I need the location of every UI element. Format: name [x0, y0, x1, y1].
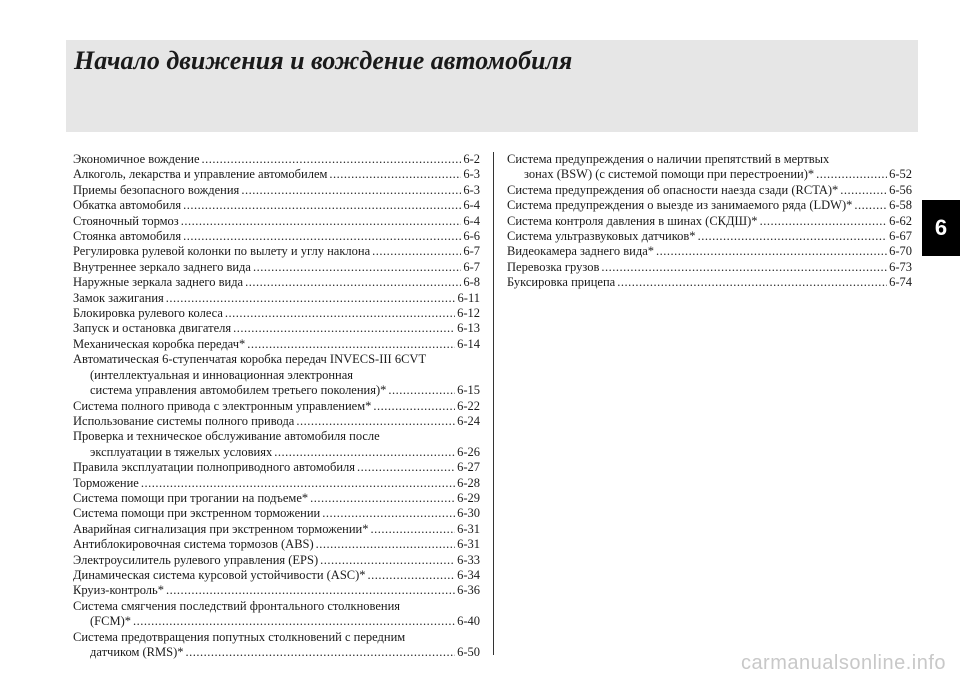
- toc-page-number: 6-24: [457, 413, 480, 428]
- toc-entry-title: Электроусилитель рулевого управления (EPS): [73, 552, 319, 567]
- toc-page-number: 6-62: [889, 213, 912, 228]
- toc-entry-line: [73, 306, 480, 321]
- toc-page-number: 6-28: [457, 475, 480, 490]
- toc-page-number: 6-31: [457, 537, 480, 552]
- toc-dot-leader: [698, 229, 888, 244]
- toc-entry-line: [507, 198, 912, 213]
- toc-page-number: 6-70: [889, 244, 912, 259]
- toc-entry[interactable]: [73, 460, 480, 475]
- toc-page-number: 6-52: [889, 167, 912, 182]
- toc-dot-leader: [225, 306, 455, 321]
- toc-entry-title: эксплуатации в тяжелых условиях: [90, 444, 273, 459]
- column-divider: [493, 152, 494, 655]
- toc-dot-leader: [373, 399, 455, 414]
- toc-entry-line: [507, 275, 912, 290]
- toc-dot-leader: [368, 568, 456, 583]
- toc-entry-line: [73, 291, 480, 306]
- toc-dot-leader: [181, 214, 462, 229]
- toc-entry-line: [73, 383, 480, 398]
- toc-dot-leader: [372, 244, 461, 259]
- toc-entry-line: [73, 568, 480, 583]
- toc-dot-leader: [133, 614, 455, 629]
- toc-entry-title: Видеокамера заднего вида*: [507, 244, 655, 259]
- toc-page-number: 6-73: [889, 259, 912, 274]
- toc-entry[interactable]: [507, 214, 912, 229]
- toc-dot-leader: [371, 522, 456, 537]
- toc-entry-title: Алкоголь, лекарства и управление автомобилем: [73, 167, 328, 182]
- toc-entry-title: Система предупреждения о наличии препятствий в мертвых: [507, 152, 830, 166]
- toc-dot-leader: [245, 275, 461, 290]
- toc-entry-title: Буксировка прицепа: [507, 275, 616, 290]
- toc-page-number: 6-31: [457, 521, 480, 536]
- toc-page-number: 6-7: [463, 259, 480, 274]
- toc-entry[interactable]: [507, 152, 912, 183]
- toc-entry[interactable]: [507, 229, 912, 244]
- toc-entry[interactable]: [73, 414, 480, 429]
- toc-entry-title: Механическая коробка передач*: [73, 336, 246, 351]
- toc-entry-title: (FCM)*: [90, 614, 131, 629]
- toc-entry-line: [73, 399, 480, 414]
- toc-page-number: 6-26: [457, 444, 480, 459]
- toc-entry-title: Система предотвращения попутных столкновений с передним: [73, 629, 406, 644]
- toc-entry-line: [73, 491, 480, 506]
- toc-entry[interactable]: [73, 214, 480, 229]
- toc-entry[interactable]: [507, 260, 912, 275]
- toc-entry-title: Внутреннее зеркало заднего вида: [73, 259, 251, 274]
- toc-page-number: 6-67: [889, 229, 912, 244]
- toc-entry-line: [507, 244, 912, 259]
- toc-entry-line: [73, 476, 480, 491]
- toc-entry-line: [73, 167, 480, 182]
- chapter-title: Начало движения и вождение автомобиля: [74, 46, 573, 75]
- toc-dot-leader: [656, 244, 887, 259]
- toc-entry-title: Обкатка автомобиля: [73, 198, 182, 213]
- toc-dot-leader: [183, 198, 461, 213]
- toc-page-number: 6-7: [463, 244, 480, 259]
- toc-dot-leader: [310, 491, 455, 506]
- toc-dot-leader: [296, 414, 455, 429]
- toc-entry-title: Система контроля давления в шинах (СКДШ)*: [507, 213, 758, 228]
- toc-page-number: 6-40: [457, 614, 480, 629]
- toc-entry-title: Регулировка рулевой колонки по вылету и углу наклона: [73, 244, 371, 259]
- toc-entry-title: датчиком (RMS)*: [90, 645, 184, 659]
- toc-entry-line: [73, 460, 480, 475]
- toc-entry-title: Система ультразвуковых датчиков*: [507, 229, 696, 244]
- toc-entry-line: [507, 214, 912, 229]
- toc-dot-leader: [247, 337, 455, 352]
- toc-page-number: 6-2: [463, 152, 480, 166]
- toc-entry-line: [73, 352, 480, 367]
- toc-entry-line: [507, 152, 912, 167]
- toc-dot-leader: [854, 198, 887, 213]
- toc-page-number: 6-4: [463, 198, 480, 213]
- toc-dot-leader: [329, 167, 461, 182]
- toc-entry-title: Система помощи при экстренном торможении: [73, 506, 321, 521]
- toc-dot-leader: [617, 275, 887, 290]
- toc-entry-title: зонах (BSW) (с системой помощи при перестроении)*: [524, 167, 815, 182]
- toc-entry-line: [73, 429, 480, 444]
- toc-entry-line: [507, 183, 912, 198]
- toc-entry[interactable]: [73, 291, 480, 306]
- toc-entry[interactable]: [507, 198, 912, 213]
- toc-entry-title: Правила эксплуатации полноприводного автомобиля: [73, 460, 356, 475]
- toc-entry[interactable]: [507, 244, 912, 259]
- toc-entry[interactable]: [73, 599, 480, 630]
- toc-entry-line: [73, 260, 480, 275]
- toc-entry[interactable]: [73, 198, 480, 213]
- toc-entry[interactable]: [73, 260, 480, 275]
- toc-entry[interactable]: [73, 167, 480, 182]
- toc-dot-leader: [320, 553, 455, 568]
- watermark: carmanualsonline.info: [740, 652, 946, 674]
- toc-entry-title: Перевозка грузов: [507, 259, 600, 274]
- toc-page-number: 6-12: [457, 306, 480, 321]
- toc-entry-title: Круиз-контроль*: [73, 583, 164, 598]
- toc-dot-leader: [253, 260, 461, 275]
- toc-page-number: 6-6: [463, 229, 480, 244]
- toc-entry-line: [73, 152, 480, 167]
- toc-dot-leader: [186, 645, 456, 660]
- toc-entry-line: [507, 167, 912, 182]
- toc-entry[interactable]: [73, 275, 480, 290]
- toc-entry[interactable]: [73, 183, 480, 198]
- toc-entry-line: [73, 537, 480, 552]
- toc-entry[interactable]: [73, 476, 480, 491]
- toc-entry[interactable]: [73, 321, 480, 336]
- toc-entry-line: [73, 445, 480, 460]
- toc-entry-title: Система помощи при трогании на подъеме*: [73, 490, 309, 505]
- toc-entry-title: Наружные зеркала заднего вида: [73, 275, 244, 290]
- toc-entry-line: [73, 414, 480, 429]
- toc-dot-leader: [202, 152, 462, 167]
- toc-entry[interactable]: [73, 583, 480, 598]
- toc-entry-title: система управления автомобилем третьего поколения)*: [90, 383, 387, 398]
- toc-entry[interactable]: [73, 306, 480, 321]
- toc-entry-line: [73, 183, 480, 198]
- toc-entry[interactable]: [73, 399, 480, 414]
- toc-entry-line: [73, 321, 480, 336]
- toc-page-number: 6-34: [457, 567, 480, 582]
- toc-page-number: 6-29: [457, 490, 480, 505]
- toc-dot-leader: [760, 214, 888, 229]
- toc-entry[interactable]: [507, 183, 912, 198]
- toc-page-number: 6-74: [889, 275, 912, 290]
- toc-entry[interactable]: [73, 352, 480, 398]
- toc-right-column: [507, 152, 912, 291]
- toc-dot-leader: [166, 291, 456, 306]
- chapter-number-tab: 6: [922, 200, 960, 256]
- toc-entry-title: Система предупреждения об опасности наезда сзади (RCTA)*: [507, 182, 839, 197]
- toc-entry[interactable]: [73, 630, 480, 661]
- toc-entry[interactable]: [73, 506, 480, 521]
- toc-dot-leader: [388, 383, 455, 398]
- toc-page-number: 6-3: [463, 167, 480, 182]
- toc-entry-line: [73, 368, 480, 383]
- toc-dot-leader: [233, 321, 455, 336]
- toc-entry-line: [73, 275, 480, 290]
- toc-page-number: 6-36: [457, 583, 480, 598]
- toc-entry-title: Запуск и остановка двигателя: [73, 321, 232, 336]
- toc-entry-line: [73, 522, 480, 537]
- toc-entry-line: [507, 229, 912, 244]
- toc-entry[interactable]: [73, 429, 480, 460]
- toc-entry-line: [507, 260, 912, 275]
- toc-page-number: 6-22: [457, 398, 480, 413]
- toc-entry-title: Аварийная сигнализация при экстренном торможении*: [73, 521, 369, 536]
- toc-entry-line: [73, 198, 480, 213]
- toc-entry[interactable]: [73, 244, 480, 259]
- toc-dot-leader: [183, 229, 461, 244]
- toc-entry[interactable]: [73, 337, 480, 352]
- toc-page-number: 6-14: [457, 336, 480, 351]
- toc-entry-line: [73, 583, 480, 598]
- toc-page-number: 6-13: [457, 321, 480, 336]
- toc-dot-leader: [357, 460, 455, 475]
- toc-entry[interactable]: [507, 275, 912, 290]
- toc-page-number: 6-27: [457, 460, 480, 475]
- toc-entry[interactable]: [73, 152, 480, 167]
- toc-entry-line: [73, 229, 480, 244]
- toc-entry-title: Стоянка автомобиля: [73, 229, 182, 244]
- toc-entry-line: [73, 553, 480, 568]
- toc-page-number: 6-3: [463, 182, 480, 197]
- toc-dot-leader: [141, 476, 455, 491]
- toc-entry[interactable]: [73, 568, 480, 583]
- toc-entry-line: [73, 214, 480, 229]
- toc-entry-line: [73, 244, 480, 259]
- toc-entry[interactable]: [73, 537, 480, 552]
- toc-entry[interactable]: [73, 553, 480, 568]
- toc-entry[interactable]: [73, 522, 480, 537]
- toc-entry-title: Антиблокировочная система тормозов (ABS): [73, 537, 314, 552]
- toc-entry-title: Экономичное вождение: [73, 152, 200, 166]
- toc-dot-leader: [840, 183, 887, 198]
- toc-page-number: 6-58: [889, 198, 912, 213]
- toc-entry-title: Система смягчения последствий фронтального столкновения: [73, 598, 401, 613]
- toc-page-number: 6-56: [889, 182, 912, 197]
- toc-entry-title: Автоматическая 6-ступенчатая коробка передач INVECS-III 6CVT: [73, 352, 427, 367]
- toc-entry-line: [73, 614, 480, 629]
- toc-dot-leader: [322, 506, 455, 521]
- toc-page-number: 6-30: [457, 506, 480, 521]
- toc-left-column: [73, 152, 480, 660]
- toc-entry[interactable]: [73, 229, 480, 244]
- toc-dot-leader: [816, 167, 887, 182]
- toc-entry-line: [73, 506, 480, 521]
- toc-entry-title: Торможение: [73, 475, 139, 490]
- toc-entry-title: Динамическая система курсовой устойчивости (ASC)*: [73, 567, 366, 582]
- toc-page-number: 6-33: [457, 552, 480, 567]
- toc-entry-title: Замок зажигания: [73, 290, 164, 305]
- toc-dot-leader: [166, 583, 455, 598]
- chapter-header: [66, 40, 918, 132]
- toc-page-number: 6-8: [463, 275, 480, 290]
- toc-entry-line: [73, 630, 480, 645]
- toc-page-number: 6-15: [457, 383, 480, 398]
- toc-entry-title: Система предупреждения о выезде из занимаемого ряда (LDW)*: [507, 198, 853, 213]
- toc-dot-leader: [274, 445, 455, 460]
- toc-entry-title: Блокировка рулевого колеса: [73, 306, 223, 321]
- toc-dot-leader: [316, 537, 455, 552]
- toc-entry-title: Стояночный тормоз: [73, 213, 179, 228]
- toc-entry-title: Система полного привода с электронным управлением*: [73, 398, 372, 413]
- toc-entry-line: [73, 645, 480, 660]
- toc-entry-title: Проверка и техническое обслуживание автомобиля после: [73, 429, 380, 444]
- toc-entry-title: (интеллектуальная и инновационная электронная: [90, 367, 354, 382]
- toc-entry-line: [73, 599, 480, 614]
- toc-page-number: 6-11: [457, 290, 480, 305]
- toc-page-number: 6-4: [463, 213, 480, 228]
- toc-dot-leader: [601, 260, 887, 275]
- toc-dot-leader: [241, 183, 461, 198]
- toc-entry-title: Приемы безопасного вождения: [73, 182, 240, 197]
- toc-entry-line: [73, 337, 480, 352]
- toc-entry-title: Использование системы полного привода: [73, 413, 295, 428]
- toc-entry[interactable]: [73, 491, 480, 506]
- toc-page-number: 6-50: [457, 645, 480, 659]
